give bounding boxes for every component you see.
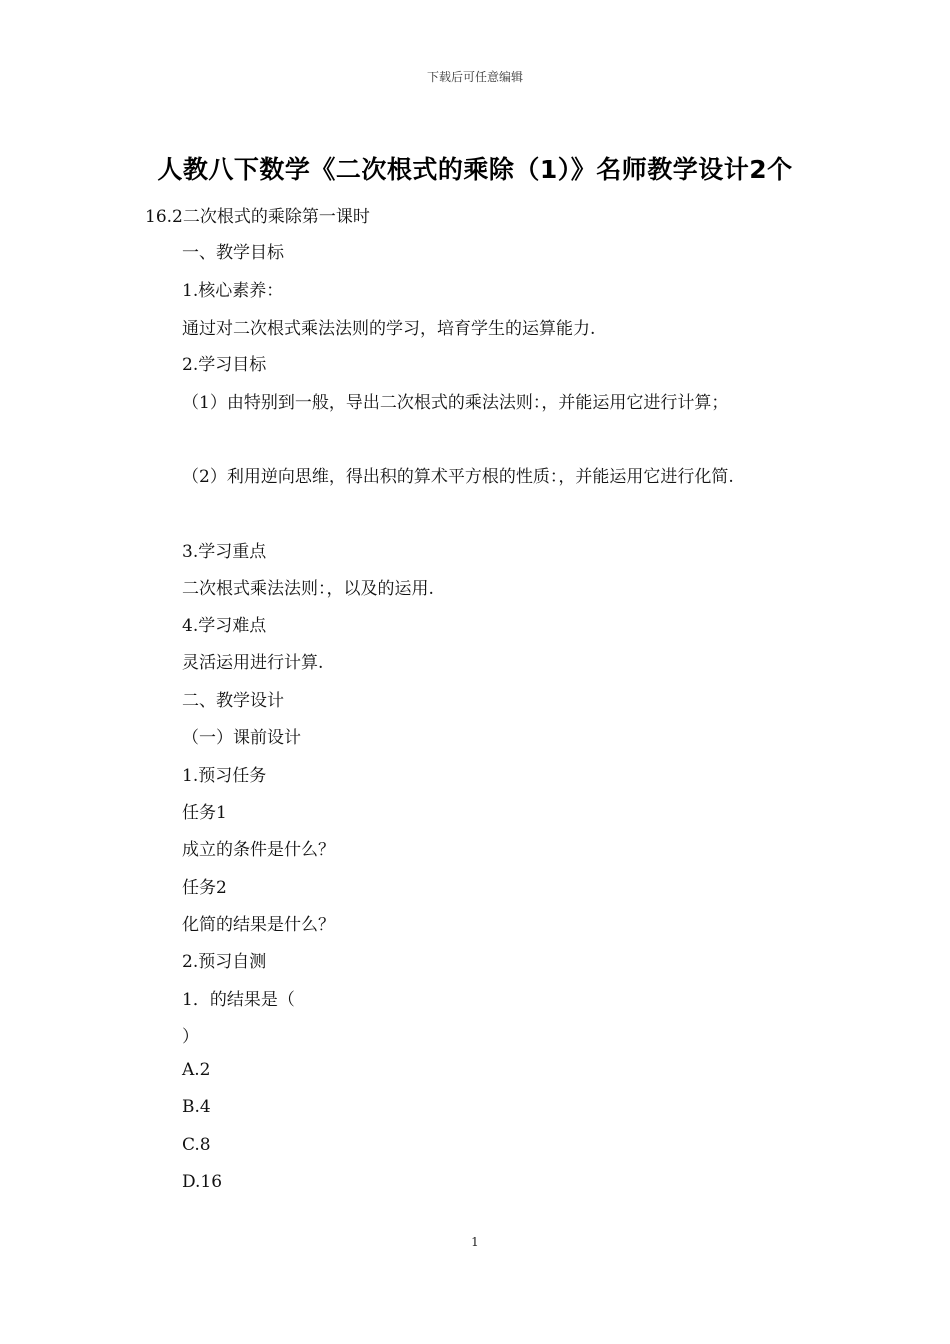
body-line: 3.学习重点 [182,542,267,562]
body-line: （1）由特别到一般，导出二次根式的乘法法则：，并能运用它进行计算； [182,393,729,413]
body-line: 2.学习目标 [182,355,267,375]
page-number: 1 [471,1235,479,1249]
body-line: 1.预习任务 [182,766,267,786]
body-line: 4.学习难点 [182,616,267,636]
body-line: 通过对二次根式乘法法则的学习，培育学生的运算能力. [182,319,596,339]
body-line: ） [182,1027,199,1047]
body-line: 2.预习自测 [182,952,267,972]
option-line: B.4 [182,1097,211,1117]
document-title: 人教八下数学《二次根式的乘除（1）》名师教学设计2个 [157,155,793,184]
body-line: 任务2 [182,878,227,898]
section-heading: 16.2二次根式的乘除第一课时 [145,207,370,227]
body-line: 1.核心素养： [182,281,284,301]
option-line: A.2 [182,1060,211,1080]
body-line: （2）利用逆向思维，得出积的算术平方根的性质：，并能运用它进行化简. [182,467,734,487]
body-line: 成立的条件是什么？ [182,840,335,860]
option-line: D.16 [182,1172,223,1192]
body-line: 二次根式乘法法则：，以及的运用. [182,579,434,599]
page-header: 下载后可任意编辑 [426,70,523,84]
body-line: 化简的结果是什么？ [182,915,335,935]
body-line: 1．的结果是（ [182,990,295,1010]
body-line: 一、教学目标 [182,243,284,263]
option-line: C.8 [182,1135,211,1155]
body-line: （一）课前设计 [182,728,301,748]
body-line: 灵活运用进行计算. [182,653,324,673]
body-line: 任务1 [182,803,227,823]
body-line: 二、教学设计 [182,691,284,711]
